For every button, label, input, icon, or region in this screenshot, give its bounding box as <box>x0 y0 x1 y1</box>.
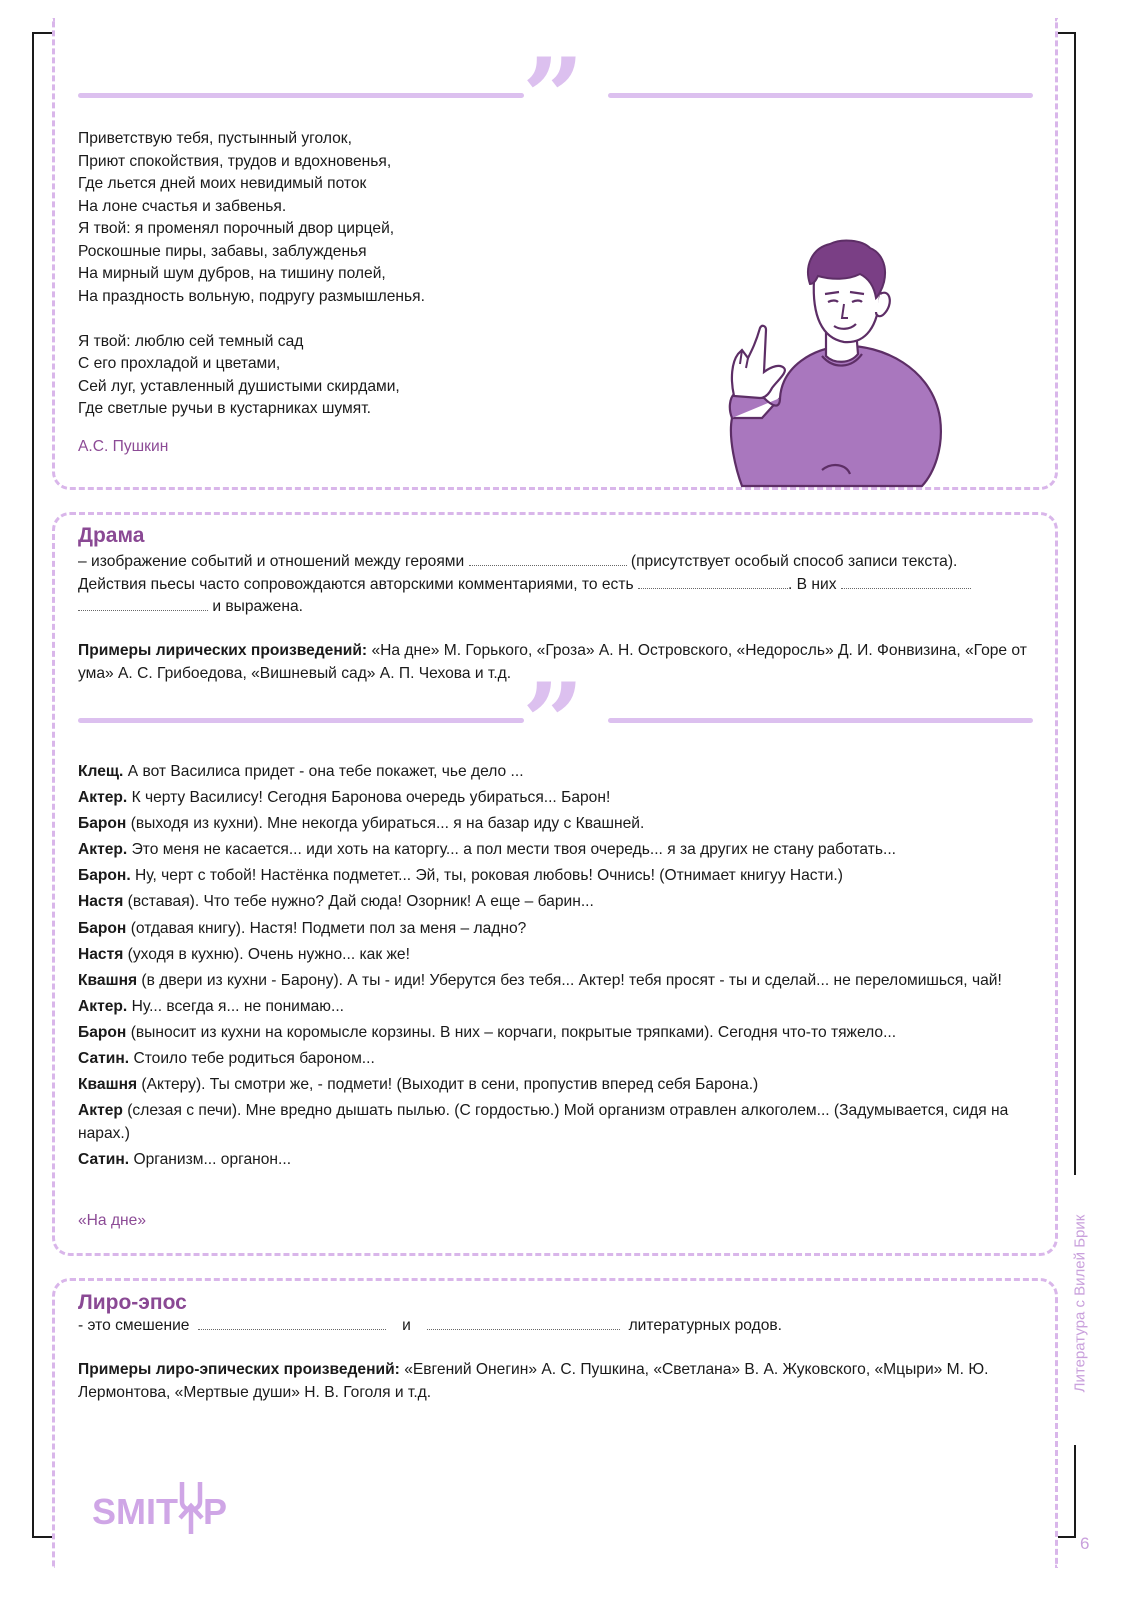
speaker-name: Актер. <box>78 789 128 807</box>
definition-text: и выражена. <box>212 598 303 615</box>
sidebar-text: Литература с Вилей Брик <box>1071 1214 1089 1393</box>
dialogue-line <box>78 1022 1033 1045</box>
speaker-name: Барон. <box>78 867 131 885</box>
speaker-line: (выносит из кухни на коромысле корзины. В них – корчаги, покрытые тряпками). Сегодня что-то тяжело... <box>126 1023 897 1041</box>
poem-line: Где льется дней моих невидимый поток <box>78 175 367 192</box>
poem-line: Сей луг, уставленный душистыми скирдами, <box>78 377 400 395</box>
sidebar-caption <box>1070 1180 1090 1430</box>
speaker-name: Актер. <box>78 997 128 1015</box>
speaker-name: Актер <box>78 1102 123 1120</box>
speaker-name: Сатин. <box>78 1150 130 1168</box>
dialogue-line <box>78 1100 1033 1145</box>
speaker-line: К черту Василису! Сегодня Баронова очередь убираться... Барон! <box>127 789 611 807</box>
speaker-line: Это меня не касается... иди хоть на каторгу... а пол мести твоя очередь... я за других не стану работать... <box>127 841 897 859</box>
poem-line: С его прохладой и цветами, <box>78 355 281 372</box>
speaker-line: Ну... всегда я... не понимаю... <box>127 997 344 1015</box>
definition-text: и <box>402 1317 411 1334</box>
speaker-line: А вот Василиса придет - она тебе покажет, чье дело ... <box>123 763 524 780</box>
poem-line: Я твой: я променял порочный двор цирцей, <box>78 220 395 237</box>
poem-text <box>78 128 598 421</box>
speaker-line: Ну, черт с тобой! Настёнка подметет... Эй, ты, роковая любовь! Очнись! (Отнимает книгуу Насти.) <box>130 867 843 885</box>
poem-line: На лоне счастья и забвенья. <box>78 197 287 215</box>
svg-text:P: P <box>203 1491 228 1532</box>
speaker-name: Настя <box>78 893 124 911</box>
definition-text: литературных родов. <box>628 1317 782 1334</box>
speaker-name: Барон <box>78 815 127 833</box>
fill-blank[interactable] <box>638 574 788 589</box>
speaker-name: Квашня <box>78 971 138 989</box>
speaker-line: (вставая). Что тебе нужно? Дай сюда! Озорник! А еще – барин... <box>123 893 594 911</box>
speaker-line: (отдавая книгу). Настя! Подмети пол за меня – ладно? <box>126 919 527 937</box>
speaker-line: (слезая с печи). Мне вредно дышать пылью. (С гордостью.) Мой организм отравлен алкоголем... (Задумывается, сидя на нарах.) <box>78 1102 1009 1142</box>
lyroepos-definition <box>78 1315 1033 1338</box>
dialogue-line <box>78 1074 1033 1097</box>
poem-line: На праздность вольную, подругу размышленья. <box>78 287 425 305</box>
examples-text: «На дне» М. Горького, «Гроза» А. Н. Островского, «Недоросль» Д. И. Фонвизина, «Горе от ума» А. С. Грибоедова, «Вишневый сад» А. П. Чехова и т.д. <box>78 642 1027 682</box>
drama-definition <box>78 551 1038 619</box>
dialogue-line <box>78 787 1033 810</box>
quote-icon: ” <box>522 660 585 786</box>
poem-line: Я твой: люблю сей темный сад <box>78 332 304 350</box>
thinking-man-illustration <box>722 238 950 488</box>
definition-text: - это смешение <box>78 1317 190 1334</box>
speaker-name: Актер. <box>78 841 128 859</box>
speaker-line: (выходя из кухни). Мне некогда убираться... я на базар иду с Квашней. <box>126 815 645 833</box>
dialogue-line <box>78 944 1033 967</box>
drama-title: Драма <box>78 524 145 547</box>
examples-label: Примеры лиро-эпических произведений: <box>78 1361 400 1378</box>
definition-text: – изображение событий и отношений между героями <box>78 553 465 570</box>
poem-line: Роскошные пиры, забавы, заблужденья <box>78 242 367 260</box>
poem-stanza <box>78 128 598 308</box>
svg-text:SMIT: SMIT <box>92 1491 178 1532</box>
speaker-name: Квашня <box>78 1076 138 1094</box>
speaker-name: Сатин. <box>78 1050 130 1068</box>
dialogue-line <box>78 996 1033 1019</box>
speaker-line: (Актеру). Ты смотри же, - подмети! (Выходит в сени, пропустив вперед себя Барона.) <box>137 1076 759 1094</box>
speaker-line: Организм... органон... <box>129 1150 292 1168</box>
poem-author: А.С. Пушкин <box>78 438 169 455</box>
speaker-line: (уходя в кухню). Очень нужно... как же! <box>123 945 410 963</box>
speaker-name: Клещ. <box>78 763 124 780</box>
examples-label: Примеры лирических произведений: <box>78 642 368 659</box>
fill-blank[interactable] <box>841 574 971 589</box>
poem-line: Где светлые ручьи в кустарниках шумят. <box>78 400 371 417</box>
fill-blank[interactable] <box>469 551 627 566</box>
dialogue-line <box>78 865 1033 888</box>
lyroepos-examples <box>78 1359 1033 1404</box>
dialogue-line <box>78 761 1033 784</box>
speaker-name: Барон <box>78 919 127 937</box>
drama-dialogue <box>78 761 1033 1171</box>
dialogue-source: «На дне» <box>78 1212 146 1229</box>
fill-blank[interactable] <box>427 1315 620 1330</box>
poem-line: Приют спокойствия, трудов и вдохновенья, <box>78 152 392 170</box>
poem-stanza <box>78 331 598 421</box>
speaker-name: Настя <box>78 945 124 963</box>
examples-text: «Евгений Онегин» А. С. Пушкина, «Светлана» В. А. Жуковского, «Мцыри» М. Ю. Лермонтова, «Мертвые души» Н. В. Гоголя и т.д. <box>78 1361 989 1401</box>
dialogue-line <box>78 813 1033 836</box>
dialogue-line <box>78 839 1033 862</box>
fill-blank[interactable] <box>198 1315 386 1330</box>
smitup-logo <box>90 1478 240 1538</box>
quote-icon: ” <box>522 35 585 161</box>
speaker-line: (в двери из кухни - Барону). А ты - иди! Уберутся без тебя... Актер! тебя просят - ты и сделай... не переломишься, чай! <box>137 971 1002 989</box>
page-number: 6 <box>1080 1534 1090 1553</box>
poem-line: На мирный шум дубров, на тишину полей, <box>78 265 386 282</box>
dialogue-line <box>78 970 1033 993</box>
lyroepos-title: Лиро-эпос <box>78 1291 187 1314</box>
dialogue-line <box>78 891 1033 914</box>
dialogue-line <box>78 1048 1033 1071</box>
speaker-name: Барон <box>78 1023 127 1041</box>
fill-blank[interactable] <box>78 596 208 611</box>
definition-text: (присутствует особый способ записи текста). <box>630 553 958 570</box>
dialogue-line <box>78 918 1033 941</box>
definition-text: Действия пьесы часто сопровождаются авторскими комментариями, то есть <box>78 575 634 593</box>
speaker-line: Стоило тебе родиться бароном... <box>129 1050 375 1068</box>
definition-text: . В них <box>787 575 837 593</box>
poem-line: Приветствую тебя, пустынный уголок, <box>78 130 352 147</box>
dialogue-line <box>78 1149 1033 1172</box>
